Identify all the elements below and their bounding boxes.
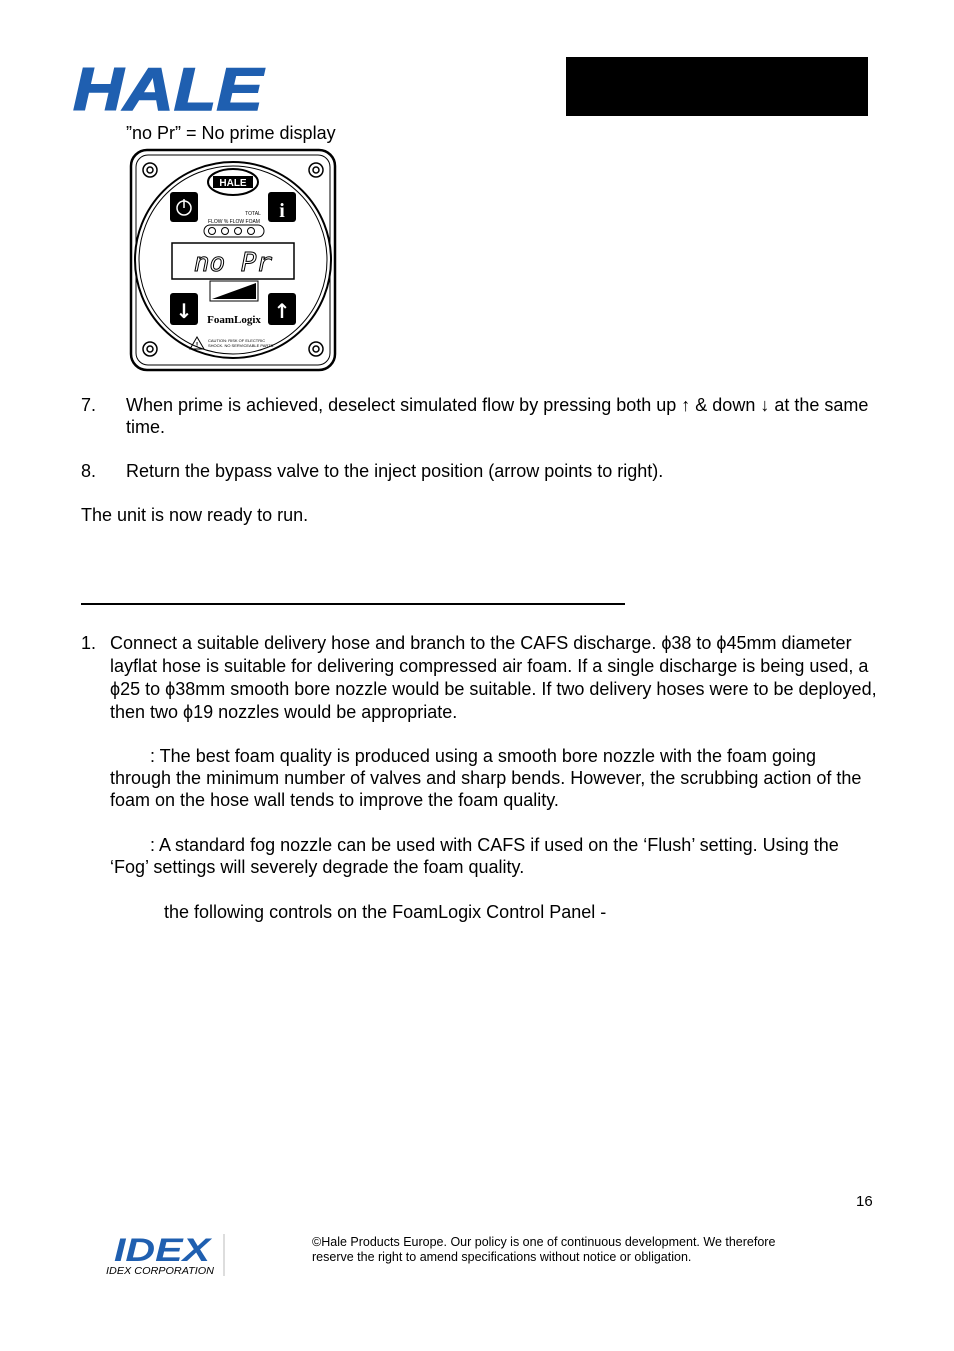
- step-8-number: 8.: [81, 461, 97, 481]
- step-8-text: Return the bypass valve to the inject position (arrow points to right).: [126, 461, 664, 481]
- page-number: 16: [856, 1193, 873, 1210]
- section-heading-rule: [81, 603, 625, 605]
- idex-logo-text: IDEX: [114, 1232, 213, 1268]
- up-arrow-icon: ↑: [273, 299, 291, 323]
- footer-line-2: reserve the right to amend specifications without notice or obligation.: [312, 1250, 692, 1264]
- note-1: : The best foam quality is produced using a smooth bore nozzle with the foam going through the minimum number of valves and sharp bends. However, the scrubbing action of the foam on the hose wall tends to improve the foam quality.: [110, 746, 862, 810]
- footer-line-1: ©Hale Products Europe. Our policy is one of continuous development. We therefore: [312, 1235, 776, 1249]
- idex-logo: [104, 1232, 228, 1278]
- ready-text: The unit is now ready to run.: [81, 505, 309, 525]
- item-1-text: Connect a suitable delivery hose and branch to the CAFS discharge. ϕ38 to ϕ45mm diameter layflat hose is suitable for delivering compressed air foam. If a single discharge is being used, a ϕ25 to ϕ38mm smooth bore nozzle would be suitable. If two delivery hoses were to be deployed, then two ϕ19 nozzles would be appropriate.: [110, 633, 877, 722]
- hale-logo: [70, 60, 266, 116]
- figure-caption: ”no Pr” = No prime display: [126, 123, 336, 143]
- panel-warning-2: SHOCK. NO SERVICEABLE PARTS.: [208, 343, 275, 348]
- panel-warning-1: CAUTION: RISK OF ELECTRIC: [208, 338, 266, 343]
- down-arrow-icon: ↓: [175, 299, 193, 323]
- svg-text:!: !: [195, 342, 199, 349]
- foamlogix-panel-illustration: [128, 147, 338, 373]
- controls-line: the following controls on the FoamLogix Control Panel -: [164, 902, 607, 922]
- display-readout: no Pr: [193, 248, 273, 278]
- footer-copyright: [312, 1235, 812, 1265]
- header-black-bar: [566, 57, 868, 116]
- hale-logo-text: HALE: [73, 60, 266, 116]
- panel-brand: FoamLogix: [207, 314, 261, 326]
- idex-logo-subtext: IDEX CORPORATION: [106, 1266, 215, 1277]
- step-7-text: When prime is achieved, deselect simulated flow by pressing both up ↑ & down ↓ at the same time.: [126, 395, 869, 437]
- panel-badge-text: HALE: [219, 178, 247, 189]
- note-2: : A standard fog nozzle can be used with CAFS if used on the ‘Flush’ setting. Using the ‘Fog’ settings will severely degrade the foam quality.: [110, 835, 839, 877]
- item-1-number: 1.: [81, 633, 97, 653]
- panel-total-label: TOTAL: [245, 211, 261, 217]
- info-icon: i: [279, 200, 285, 222]
- step-7-number: 7.: [81, 395, 97, 415]
- panel-mode-labels: FLOW % FLOW FOAM: [208, 219, 260, 225]
